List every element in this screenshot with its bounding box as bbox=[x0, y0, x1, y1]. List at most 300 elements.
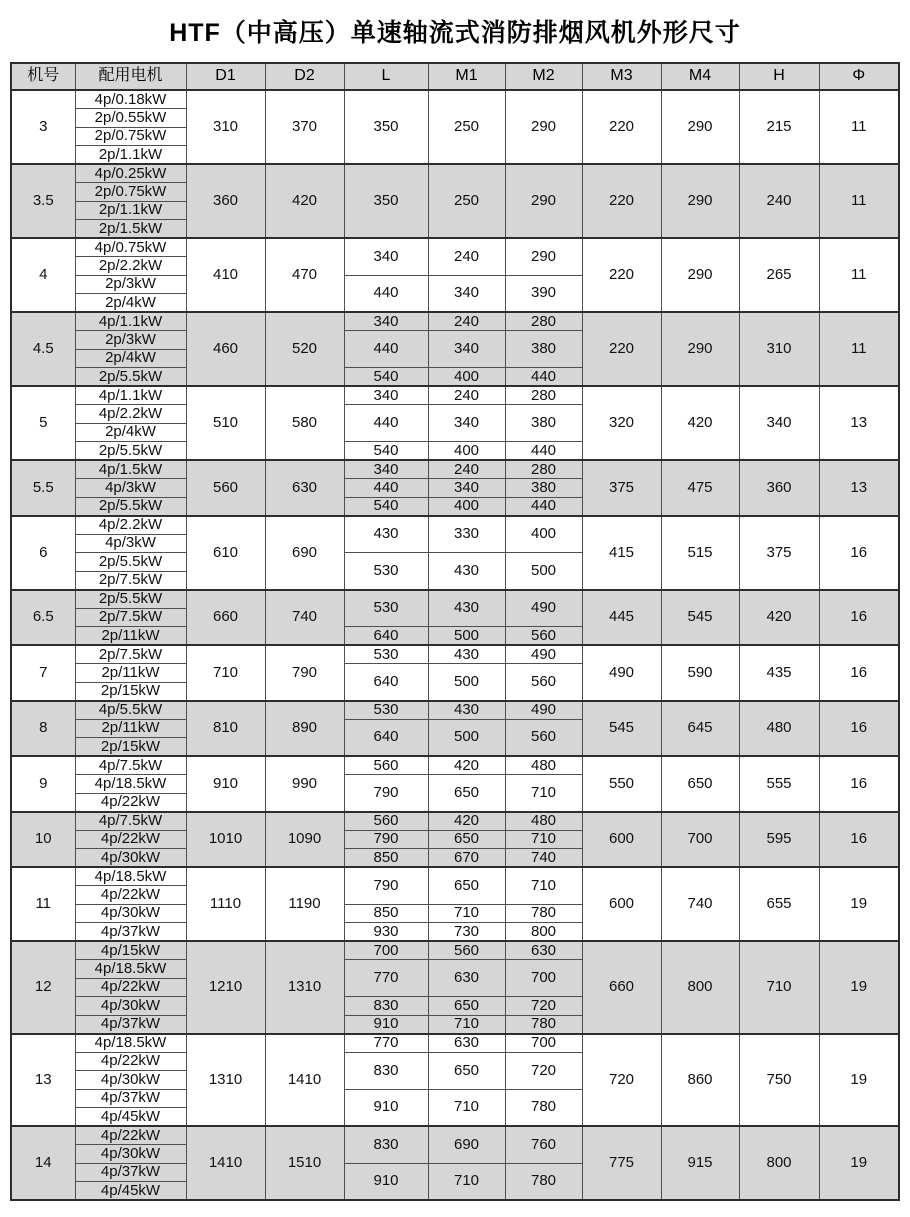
dim-m2-cell: 720 bbox=[505, 997, 582, 1016]
dim-phi-cell: 11 bbox=[819, 164, 899, 238]
dim-d2-cell: 690 bbox=[265, 516, 344, 590]
dim-m1-cell: 650 bbox=[428, 830, 505, 849]
dim-h-cell: 265 bbox=[739, 238, 819, 312]
dim-d2-cell: 470 bbox=[265, 238, 344, 312]
dim-m2-cell: 760 bbox=[505, 1126, 582, 1163]
dim-l-cell: 910 bbox=[344, 1163, 428, 1200]
dim-d1-cell: 360 bbox=[186, 164, 265, 238]
motor-spec-cell: 4p/3kW bbox=[75, 479, 186, 498]
dim-l-cell: 530 bbox=[344, 701, 428, 720]
dim-d1-cell: 460 bbox=[186, 312, 265, 386]
dim-m2-cell: 710 bbox=[505, 775, 582, 812]
dim-l-cell: 530 bbox=[344, 553, 428, 590]
model-number-cell: 5 bbox=[11, 386, 75, 460]
dim-l-cell: 640 bbox=[344, 627, 428, 646]
dim-m1-cell: 500 bbox=[428, 627, 505, 646]
motor-spec-cell: 4p/22kW bbox=[75, 793, 186, 812]
dim-m1-cell: 340 bbox=[428, 405, 505, 442]
dim-l-cell: 790 bbox=[344, 867, 428, 904]
motor-spec-cell: 4p/7.5kW bbox=[75, 812, 186, 831]
motor-spec-cell: 4p/45kW bbox=[75, 1108, 186, 1127]
dim-m1-cell: 400 bbox=[428, 442, 505, 461]
dim-d2-cell: 420 bbox=[265, 164, 344, 238]
motor-spec-cell: 4p/30kW bbox=[75, 904, 186, 923]
dim-m1-cell: 240 bbox=[428, 386, 505, 405]
dim-h-cell: 420 bbox=[739, 590, 819, 646]
dim-phi-cell: 11 bbox=[819, 238, 899, 312]
column-header: H bbox=[739, 63, 819, 90]
dim-m2-cell: 290 bbox=[505, 164, 582, 238]
page-title: HTF（中高压）单速轴流式消防排烟风机外形尺寸 bbox=[169, 19, 741, 47]
model-number-cell: 13 bbox=[11, 1034, 75, 1127]
dim-phi-cell: 19 bbox=[819, 1034, 899, 1127]
dim-l-cell: 440 bbox=[344, 479, 428, 498]
dim-l-cell: 530 bbox=[344, 590, 428, 627]
dim-l-cell: 440 bbox=[344, 405, 428, 442]
dim-m2-cell: 780 bbox=[505, 1015, 582, 1034]
dim-d2-cell: 370 bbox=[265, 90, 344, 164]
dim-m2-cell: 780 bbox=[505, 1163, 582, 1200]
dim-m1-cell: 650 bbox=[428, 775, 505, 812]
dim-m1-cell: 430 bbox=[428, 553, 505, 590]
dim-phi-cell: 16 bbox=[819, 756, 899, 812]
table-row bbox=[11, 516, 899, 535]
dim-m2-cell: 740 bbox=[505, 849, 582, 868]
table-row bbox=[11, 867, 899, 886]
column-header: D2 bbox=[265, 63, 344, 90]
dim-phi-cell: 11 bbox=[819, 312, 899, 386]
dim-d2-cell: 790 bbox=[265, 645, 344, 701]
dim-d1-cell: 410 bbox=[186, 238, 265, 312]
motor-spec-cell: 2p/5.5kW bbox=[75, 442, 186, 461]
dim-m1-cell: 240 bbox=[428, 238, 505, 275]
dim-d1-cell: 710 bbox=[186, 645, 265, 701]
dim-l-cell: 540 bbox=[344, 442, 428, 461]
dim-m2-cell: 480 bbox=[505, 812, 582, 831]
dim-m2-cell: 720 bbox=[505, 1052, 582, 1089]
dim-d1-cell: 1210 bbox=[186, 941, 265, 1034]
dim-m4-cell: 915 bbox=[661, 1126, 739, 1200]
motor-spec-cell: 2p/7.5kW bbox=[75, 645, 186, 664]
motor-spec-cell: 4p/30kW bbox=[75, 1071, 186, 1090]
dim-h-cell: 215 bbox=[739, 90, 819, 164]
dim-l-cell: 540 bbox=[344, 368, 428, 387]
dim-m4-cell: 290 bbox=[661, 90, 739, 164]
motor-spec-cell: 4p/0.18kW bbox=[75, 90, 186, 109]
motor-spec-cell: 2p/4kW bbox=[75, 349, 186, 368]
dim-phi-cell: 16 bbox=[819, 590, 899, 646]
motor-spec-cell: 4p/30kW bbox=[75, 849, 186, 868]
dim-m1-cell: 560 bbox=[428, 941, 505, 960]
table-row bbox=[11, 164, 899, 183]
dim-l-cell: 830 bbox=[344, 1052, 428, 1089]
motor-spec-cell: 4p/5.5kW bbox=[75, 701, 186, 720]
dim-m3-cell: 220 bbox=[582, 238, 661, 312]
motor-spec-cell: 4p/22kW bbox=[75, 1126, 186, 1145]
dim-m1-cell: 430 bbox=[428, 701, 505, 720]
dim-l-cell: 770 bbox=[344, 960, 428, 997]
dim-m1-cell: 710 bbox=[428, 1163, 505, 1200]
dim-d1-cell: 310 bbox=[186, 90, 265, 164]
table-row bbox=[11, 645, 899, 664]
dim-m2-cell: 380 bbox=[505, 479, 582, 498]
motor-spec-cell: 2p/1.1kW bbox=[75, 201, 186, 220]
dim-d2-cell: 1510 bbox=[265, 1126, 344, 1200]
column-header: M2 bbox=[505, 63, 582, 90]
dim-phi-cell: 13 bbox=[819, 460, 899, 516]
dim-m4-cell: 650 bbox=[661, 756, 739, 812]
dim-m2-cell: 700 bbox=[505, 960, 582, 997]
dim-m2-cell: 440 bbox=[505, 497, 582, 516]
dim-m1-cell: 340 bbox=[428, 479, 505, 498]
dim-m2-cell: 290 bbox=[505, 238, 582, 275]
dim-m4-cell: 860 bbox=[661, 1034, 739, 1127]
motor-spec-cell: 4p/3kW bbox=[75, 534, 186, 553]
motor-spec-cell: 4p/45kW bbox=[75, 1182, 186, 1201]
dim-h-cell: 360 bbox=[739, 460, 819, 516]
motor-spec-cell: 2p/3kW bbox=[75, 331, 186, 350]
dim-d2-cell: 740 bbox=[265, 590, 344, 646]
motor-spec-cell: 4p/22kW bbox=[75, 830, 186, 849]
dim-l-cell: 440 bbox=[344, 331, 428, 368]
motor-spec-cell: 4p/18.5kW bbox=[75, 867, 186, 886]
model-number-cell: 3 bbox=[11, 90, 75, 164]
model-number-cell: 4 bbox=[11, 238, 75, 312]
dim-m1-cell: 690 bbox=[428, 1126, 505, 1163]
motor-spec-cell: 4p/0.25kW bbox=[75, 164, 186, 183]
dim-m4-cell: 475 bbox=[661, 460, 739, 516]
dim-m3-cell: 545 bbox=[582, 701, 661, 757]
table-row bbox=[11, 812, 899, 831]
motor-spec-cell: 4p/18.5kW bbox=[75, 960, 186, 979]
motor-spec-cell: 4p/37kW bbox=[75, 1089, 186, 1108]
dim-m4-cell: 290 bbox=[661, 164, 739, 238]
table-row bbox=[11, 941, 899, 960]
motor-spec-cell: 4p/22kW bbox=[75, 886, 186, 905]
dim-l-cell: 850 bbox=[344, 904, 428, 923]
dim-h-cell: 310 bbox=[739, 312, 819, 386]
dim-m1-cell: 250 bbox=[428, 90, 505, 164]
dim-m2-cell: 710 bbox=[505, 830, 582, 849]
dim-m2-cell: 630 bbox=[505, 941, 582, 960]
dim-l-cell: 910 bbox=[344, 1089, 428, 1126]
dim-m4-cell: 645 bbox=[661, 701, 739, 757]
table-row bbox=[11, 312, 899, 331]
dim-m4-cell: 700 bbox=[661, 812, 739, 868]
dim-phi-cell: 19 bbox=[819, 941, 899, 1034]
dim-d2-cell: 890 bbox=[265, 701, 344, 757]
dim-l-cell: 830 bbox=[344, 1126, 428, 1163]
motor-spec-cell: 2p/15kW bbox=[75, 738, 186, 757]
dim-m2-cell: 780 bbox=[505, 1089, 582, 1126]
column-header: Φ bbox=[819, 63, 899, 90]
dim-l-cell: 910 bbox=[344, 1015, 428, 1034]
dim-l-cell: 560 bbox=[344, 756, 428, 775]
model-number-cell: 8 bbox=[11, 701, 75, 757]
column-header: 配用电机 bbox=[75, 63, 186, 90]
dim-m4-cell: 545 bbox=[661, 590, 739, 646]
dim-m2-cell: 280 bbox=[505, 312, 582, 331]
dim-phi-cell: 11 bbox=[819, 90, 899, 164]
dim-l-cell: 440 bbox=[344, 275, 428, 312]
dim-l-cell: 340 bbox=[344, 386, 428, 405]
dim-d1-cell: 810 bbox=[186, 701, 265, 757]
dim-m2-cell: 290 bbox=[505, 90, 582, 164]
motor-spec-cell: 4p/0.75kW bbox=[75, 238, 186, 257]
dim-m3-cell: 320 bbox=[582, 386, 661, 460]
dim-d2-cell: 630 bbox=[265, 460, 344, 516]
dim-d1-cell: 910 bbox=[186, 756, 265, 812]
dim-l-cell: 340 bbox=[344, 238, 428, 275]
motor-spec-cell: 2p/7.5kW bbox=[75, 608, 186, 627]
dim-l-cell: 350 bbox=[344, 164, 428, 238]
motor-spec-cell: 4p/1.5kW bbox=[75, 460, 186, 479]
dim-h-cell: 435 bbox=[739, 645, 819, 701]
header-row bbox=[11, 63, 899, 90]
dim-m3-cell: 550 bbox=[582, 756, 661, 812]
model-number-cell: 9 bbox=[11, 756, 75, 812]
dim-phi-cell: 16 bbox=[819, 812, 899, 868]
dim-m4-cell: 290 bbox=[661, 238, 739, 312]
column-header: M4 bbox=[661, 63, 739, 90]
motor-spec-cell: 2p/15kW bbox=[75, 682, 186, 701]
dim-l-cell: 430 bbox=[344, 516, 428, 553]
dim-m3-cell: 775 bbox=[582, 1126, 661, 1200]
dim-m1-cell: 240 bbox=[428, 312, 505, 331]
dim-h-cell: 655 bbox=[739, 867, 819, 941]
dim-m4-cell: 515 bbox=[661, 516, 739, 590]
dim-m1-cell: 340 bbox=[428, 275, 505, 312]
table-row bbox=[11, 1126, 899, 1145]
table-row bbox=[11, 238, 899, 257]
dim-m3-cell: 660 bbox=[582, 941, 661, 1034]
column-header: D1 bbox=[186, 63, 265, 90]
dim-m4-cell: 800 bbox=[661, 941, 739, 1034]
model-number-cell: 7 bbox=[11, 645, 75, 701]
dim-m4-cell: 740 bbox=[661, 867, 739, 941]
model-number-cell: 6.5 bbox=[11, 590, 75, 646]
dim-m3-cell: 415 bbox=[582, 516, 661, 590]
dim-m2-cell: 780 bbox=[505, 904, 582, 923]
dim-m1-cell: 420 bbox=[428, 812, 505, 831]
column-header: M1 bbox=[428, 63, 505, 90]
dim-d2-cell: 1310 bbox=[265, 941, 344, 1034]
model-number-cell: 12 bbox=[11, 941, 75, 1034]
dim-m2-cell: 700 bbox=[505, 1034, 582, 1053]
dim-m3-cell: 600 bbox=[582, 867, 661, 941]
motor-spec-cell: 4p/2.2kW bbox=[75, 516, 186, 535]
dim-l-cell: 790 bbox=[344, 775, 428, 812]
dim-h-cell: 750 bbox=[739, 1034, 819, 1127]
dim-m2-cell: 490 bbox=[505, 590, 582, 627]
motor-spec-cell: 4p/37kW bbox=[75, 923, 186, 942]
dim-phi-cell: 19 bbox=[819, 867, 899, 941]
dim-d2-cell: 990 bbox=[265, 756, 344, 812]
dim-l-cell: 850 bbox=[344, 849, 428, 868]
dim-d2-cell: 520 bbox=[265, 312, 344, 386]
dim-m2-cell: 490 bbox=[505, 645, 582, 664]
dim-m1-cell: 710 bbox=[428, 1089, 505, 1126]
motor-spec-cell: 2p/1.1kW bbox=[75, 146, 186, 165]
motor-spec-cell: 2p/11kW bbox=[75, 664, 186, 683]
dim-d2-cell: 1190 bbox=[265, 867, 344, 941]
motor-spec-cell: 2p/4kW bbox=[75, 423, 186, 442]
dim-m2-cell: 490 bbox=[505, 701, 582, 720]
model-number-cell: 3.5 bbox=[11, 164, 75, 238]
dim-m1-cell: 650 bbox=[428, 997, 505, 1016]
dim-d1-cell: 510 bbox=[186, 386, 265, 460]
motor-spec-cell: 2p/0.75kW bbox=[75, 183, 186, 202]
dim-d1-cell: 1310 bbox=[186, 1034, 265, 1127]
motor-spec-cell: 4p/15kW bbox=[75, 941, 186, 960]
dim-m1-cell: 650 bbox=[428, 867, 505, 904]
table-row bbox=[11, 590, 899, 609]
motor-spec-cell: 2p/2.2kW bbox=[75, 257, 186, 276]
motor-spec-cell: 4p/1.1kW bbox=[75, 386, 186, 405]
dim-d1-cell: 560 bbox=[186, 460, 265, 516]
motor-spec-cell: 4p/18.5kW bbox=[75, 775, 186, 794]
motor-spec-cell: 2p/5.5kW bbox=[75, 497, 186, 516]
table-row bbox=[11, 701, 899, 720]
model-number-cell: 14 bbox=[11, 1126, 75, 1200]
column-header: M3 bbox=[582, 63, 661, 90]
model-number-cell: 10 bbox=[11, 812, 75, 868]
dim-l-cell: 830 bbox=[344, 997, 428, 1016]
dim-m1-cell: 730 bbox=[428, 923, 505, 942]
dim-m1-cell: 250 bbox=[428, 164, 505, 238]
dim-m1-cell: 650 bbox=[428, 1052, 505, 1089]
dim-m2-cell: 440 bbox=[505, 442, 582, 461]
dim-m2-cell: 710 bbox=[505, 867, 582, 904]
dim-h-cell: 710 bbox=[739, 941, 819, 1034]
dim-m1-cell: 430 bbox=[428, 645, 505, 664]
motor-spec-cell: 4p/1.1kW bbox=[75, 312, 186, 331]
dim-m4-cell: 590 bbox=[661, 645, 739, 701]
dim-m1-cell: 630 bbox=[428, 1034, 505, 1053]
dim-d1-cell: 1110 bbox=[186, 867, 265, 941]
motor-spec-cell: 2p/5.5kW bbox=[75, 590, 186, 609]
dim-m3-cell: 220 bbox=[582, 164, 661, 238]
table-row bbox=[11, 460, 899, 479]
model-number-cell: 11 bbox=[11, 867, 75, 941]
dim-m1-cell: 340 bbox=[428, 331, 505, 368]
dim-m1-cell: 710 bbox=[428, 904, 505, 923]
dim-m3-cell: 445 bbox=[582, 590, 661, 646]
dim-m2-cell: 380 bbox=[505, 405, 582, 442]
motor-spec-cell: 4p/30kW bbox=[75, 1145, 186, 1164]
dim-m1-cell: 330 bbox=[428, 516, 505, 553]
dim-m1-cell: 420 bbox=[428, 756, 505, 775]
table-row bbox=[11, 386, 899, 405]
dim-l-cell: 340 bbox=[344, 312, 428, 331]
dim-m2-cell: 440 bbox=[505, 368, 582, 387]
motor-spec-cell: 2p/3kW bbox=[75, 275, 186, 294]
dim-phi-cell: 19 bbox=[819, 1126, 899, 1200]
dim-m1-cell: 670 bbox=[428, 849, 505, 868]
dim-m2-cell: 560 bbox=[505, 664, 582, 701]
dim-m1-cell: 400 bbox=[428, 368, 505, 387]
dim-m3-cell: 490 bbox=[582, 645, 661, 701]
dim-m2-cell: 480 bbox=[505, 756, 582, 775]
motor-spec-cell: 4p/37kW bbox=[75, 1163, 186, 1182]
table-row bbox=[11, 1034, 899, 1053]
column-header: L bbox=[344, 63, 428, 90]
dim-m3-cell: 720 bbox=[582, 1034, 661, 1127]
dim-l-cell: 640 bbox=[344, 719, 428, 756]
dim-l-cell: 350 bbox=[344, 90, 428, 164]
motor-spec-cell: 4p/22kW bbox=[75, 978, 186, 997]
motor-spec-cell: 2p/0.55kW bbox=[75, 109, 186, 128]
dim-m2-cell: 280 bbox=[505, 460, 582, 479]
dim-m2-cell: 380 bbox=[505, 331, 582, 368]
motor-spec-cell: 2p/11kW bbox=[75, 627, 186, 646]
motor-spec-cell: 2p/4kW bbox=[75, 294, 186, 313]
column-header: 机号 bbox=[11, 63, 75, 90]
dim-h-cell: 555 bbox=[739, 756, 819, 812]
dim-m3-cell: 375 bbox=[582, 460, 661, 516]
motor-spec-cell: 2p/11kW bbox=[75, 719, 186, 738]
dim-m2-cell: 390 bbox=[505, 275, 582, 312]
dim-m1-cell: 630 bbox=[428, 960, 505, 997]
motor-spec-cell: 2p/1.5kW bbox=[75, 220, 186, 239]
motor-spec-cell: 4p/30kW bbox=[75, 997, 186, 1016]
motor-spec-cell: 4p/7.5kW bbox=[75, 756, 186, 775]
motor-spec-cell: 2p/5.5kW bbox=[75, 553, 186, 572]
dim-m4-cell: 420 bbox=[661, 386, 739, 460]
dim-h-cell: 375 bbox=[739, 516, 819, 590]
dim-d2-cell: 1410 bbox=[265, 1034, 344, 1127]
dim-l-cell: 700 bbox=[344, 941, 428, 960]
dim-d1-cell: 660 bbox=[186, 590, 265, 646]
dim-l-cell: 930 bbox=[344, 923, 428, 942]
dim-l-cell: 530 bbox=[344, 645, 428, 664]
dim-h-cell: 800 bbox=[739, 1126, 819, 1200]
dim-h-cell: 340 bbox=[739, 386, 819, 460]
dim-m1-cell: 500 bbox=[428, 664, 505, 701]
dim-l-cell: 770 bbox=[344, 1034, 428, 1053]
motor-spec-cell: 4p/22kW bbox=[75, 1052, 186, 1071]
dim-m1-cell: 500 bbox=[428, 719, 505, 756]
motor-spec-cell: 4p/37kW bbox=[75, 1015, 186, 1034]
motor-spec-cell: 4p/18.5kW bbox=[75, 1034, 186, 1053]
dim-l-cell: 540 bbox=[344, 497, 428, 516]
dim-m3-cell: 600 bbox=[582, 812, 661, 868]
dim-d1-cell: 1410 bbox=[186, 1126, 265, 1200]
dim-l-cell: 640 bbox=[344, 664, 428, 701]
dim-m1-cell: 400 bbox=[428, 497, 505, 516]
model-number-cell: 6 bbox=[11, 516, 75, 590]
table-row bbox=[11, 756, 899, 775]
dim-m2-cell: 560 bbox=[505, 719, 582, 756]
dim-l-cell: 790 bbox=[344, 830, 428, 849]
dim-m4-cell: 290 bbox=[661, 312, 739, 386]
dim-phi-cell: 16 bbox=[819, 701, 899, 757]
dim-m3-cell: 220 bbox=[582, 312, 661, 386]
dim-m2-cell: 560 bbox=[505, 627, 582, 646]
dim-h-cell: 595 bbox=[739, 812, 819, 868]
dim-m2-cell: 400 bbox=[505, 516, 582, 553]
dim-m1-cell: 710 bbox=[428, 1015, 505, 1034]
dim-d1-cell: 1010 bbox=[186, 812, 265, 868]
dim-m1-cell: 430 bbox=[428, 590, 505, 627]
dim-phi-cell: 16 bbox=[819, 645, 899, 701]
motor-spec-cell: 4p/2.2kW bbox=[75, 405, 186, 424]
dim-m2-cell: 280 bbox=[505, 386, 582, 405]
dim-d1-cell: 610 bbox=[186, 516, 265, 590]
dim-m3-cell: 220 bbox=[582, 90, 661, 164]
table-row bbox=[11, 90, 899, 109]
dim-h-cell: 480 bbox=[739, 701, 819, 757]
